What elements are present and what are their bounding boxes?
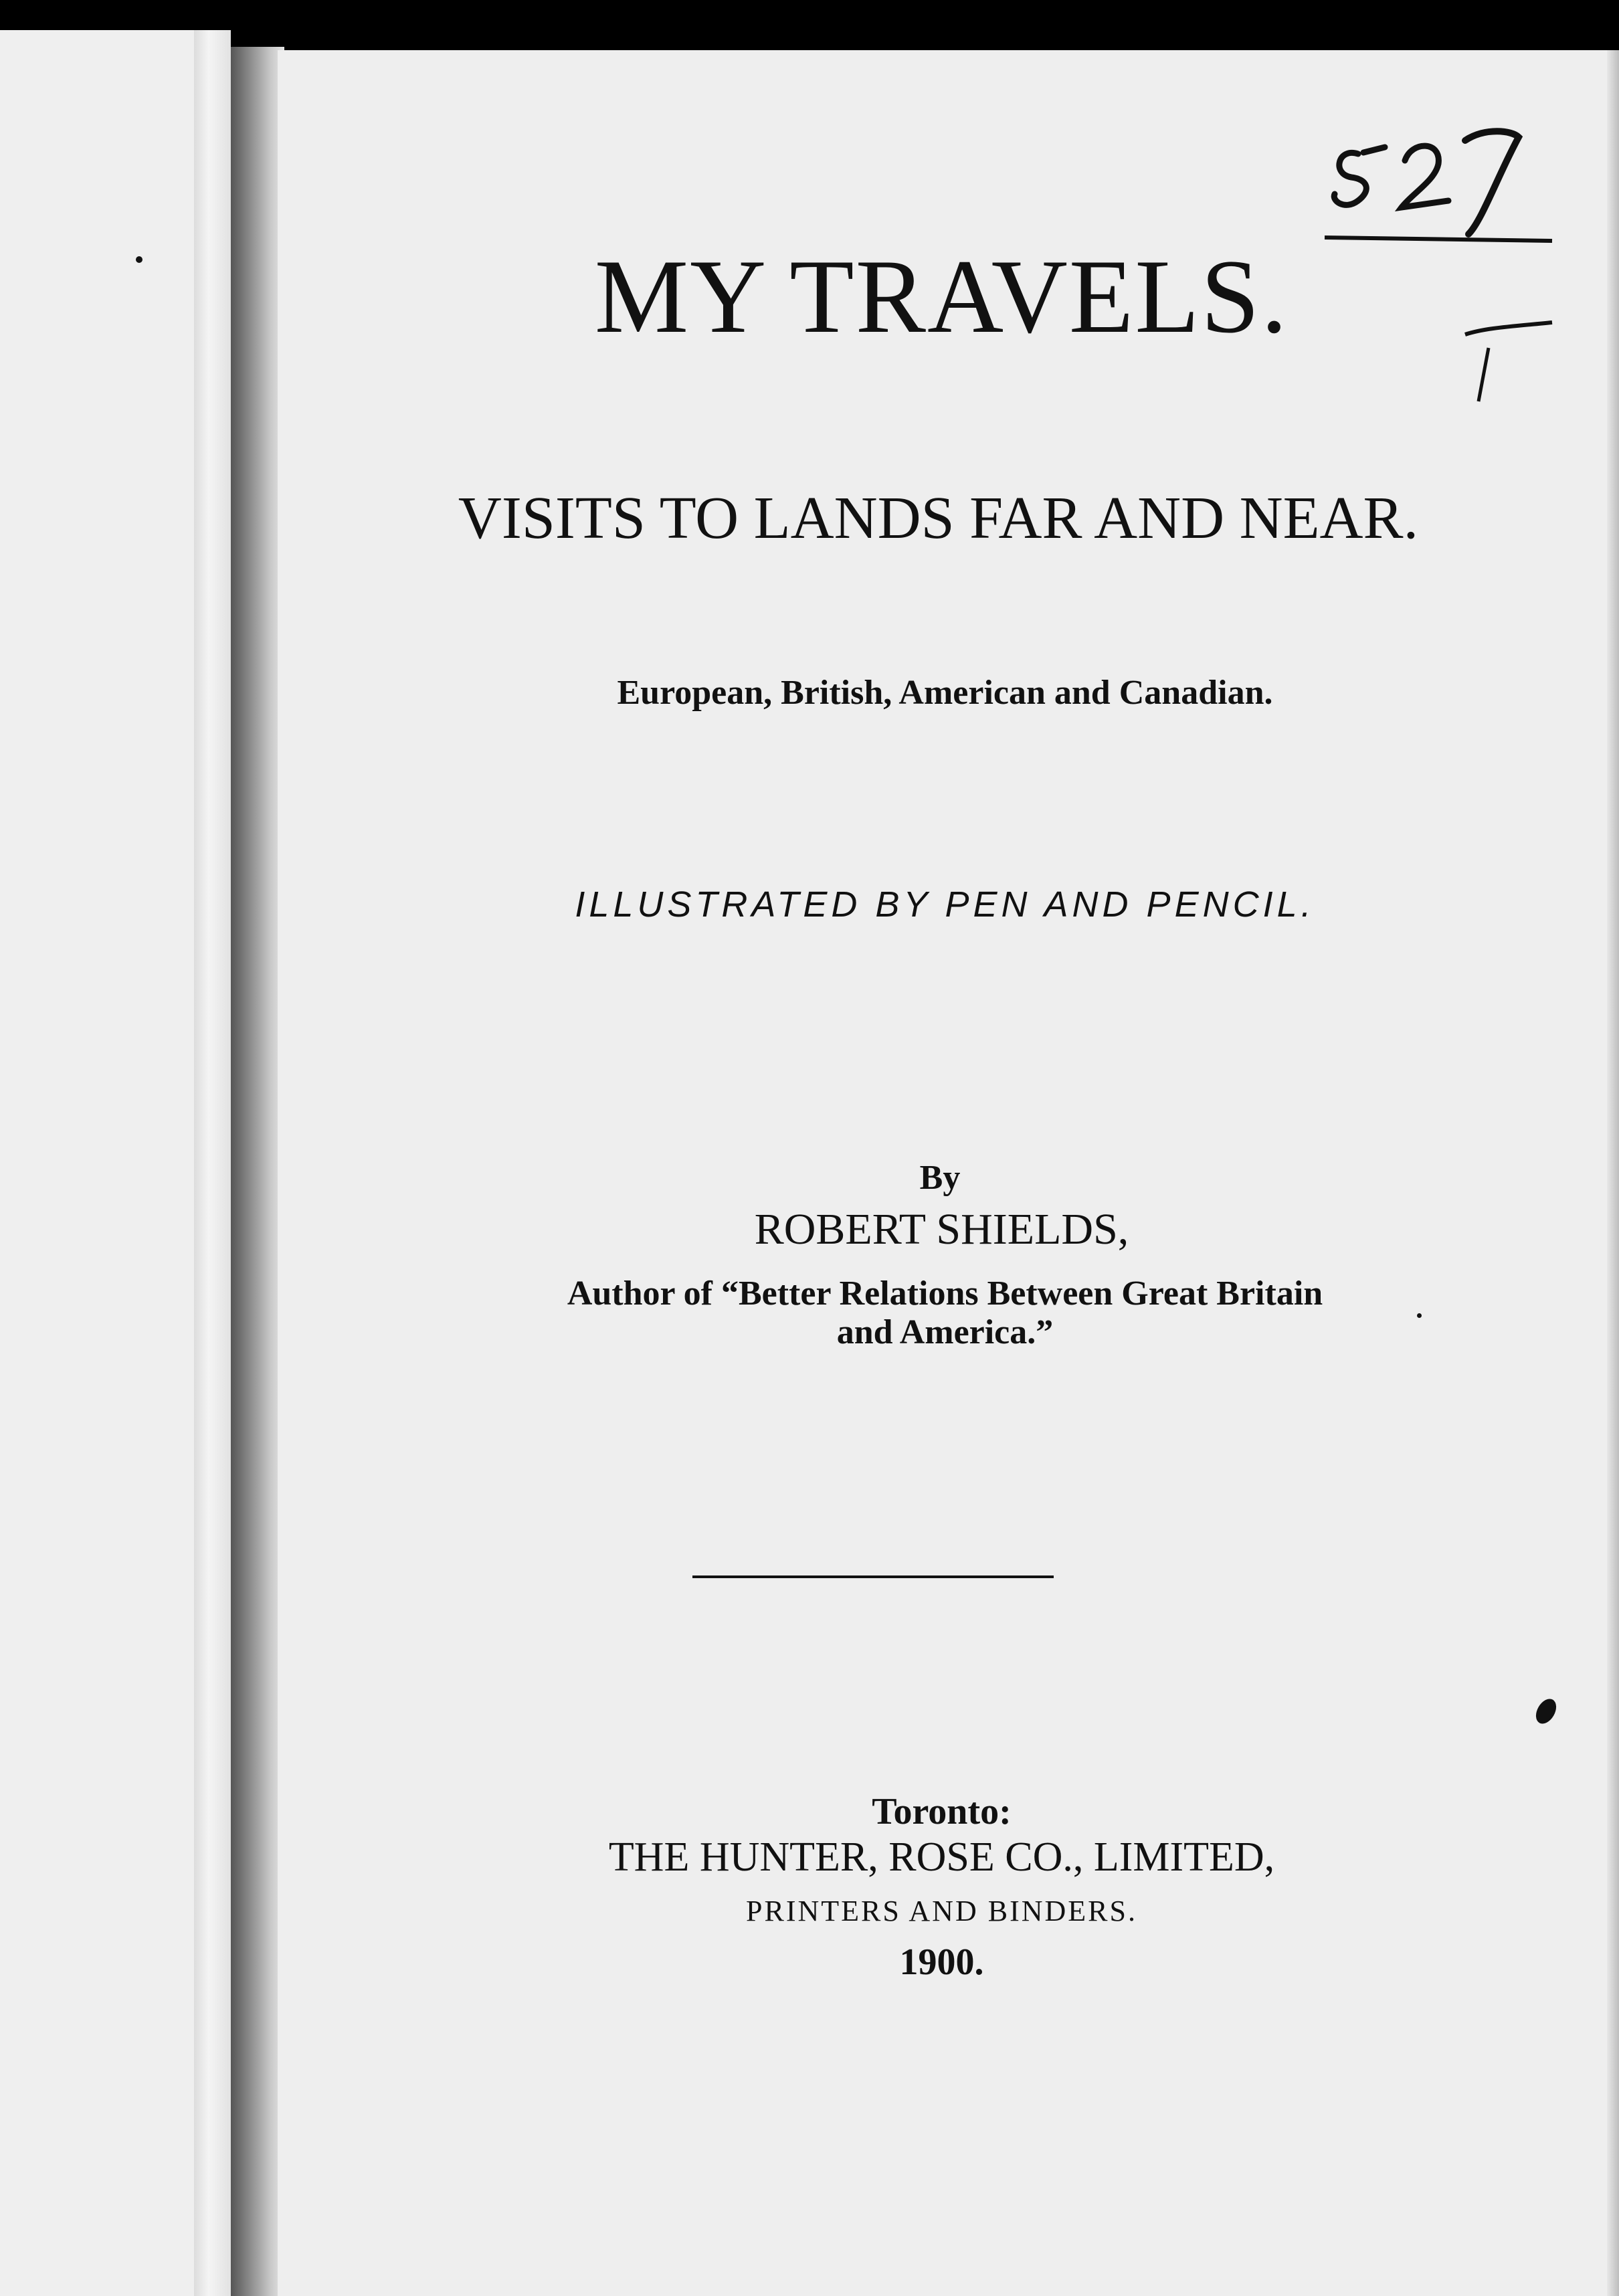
imprint-year: 1900. <box>899 1941 984 1983</box>
author-credits-line-2: and America.” <box>836 1313 1054 1352</box>
regions-line: European, British, American and Canadian. <box>617 674 1273 712</box>
imprint-printers: PRINTERS AND BINDERS. <box>746 1895 1137 1927</box>
author-credits <box>0 1274 1619 1352</box>
book-title: MY TRAVELS. <box>594 238 1289 355</box>
by-line: By <box>919 1159 961 1197</box>
author-name: ROBERT SHIELDS, <box>754 1205 1129 1254</box>
imprint-city: Toronto: <box>872 1791 1012 1832</box>
divider-rule <box>692 1575 1054 1578</box>
author-credits-line-1: Author of “Better Relations Between Great Britain <box>567 1274 1323 1313</box>
illustrated-line: ILLUSTRATED BY PEN AND PENCIL. <box>575 884 1315 925</box>
book-subtitle: VISITS TO LANDS FAR AND NEAR. <box>458 485 1419 551</box>
imprint-publisher: THE HUNTER, ROSE CO., LIMITED, <box>608 1834 1275 1880</box>
